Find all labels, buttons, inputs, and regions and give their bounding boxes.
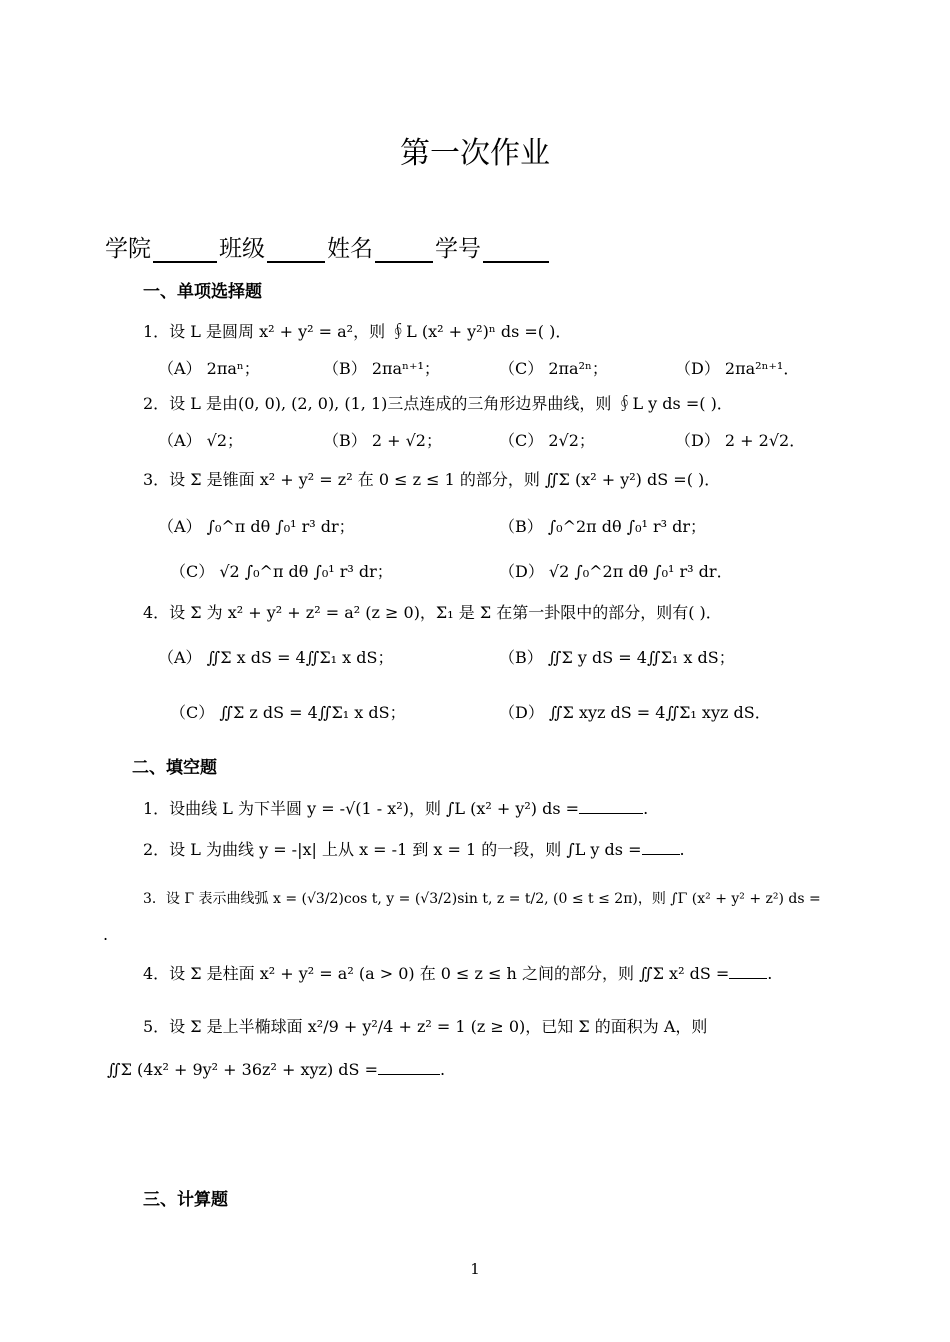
fill-1-period: . — [643, 799, 649, 818]
fill-question-5: 5．设 Σ 是上半椭球面 x²/9 + y²/4 + z² = 1 (z ≥ 0)，已知 Σ 的面积为 A，则 — [143, 1017, 708, 1036]
fill-1-text: 1．设曲线 L 为下半圆 y = -√(1 - x²)，则 ∫L (x² + y²) ds = — [143, 799, 580, 818]
college-label: 学院 — [105, 236, 151, 262]
q1-option-d: （D） 2πa²ⁿ⁺¹． — [675, 359, 800, 378]
section-heading-choice: 一、单项选择题 — [143, 282, 262, 302]
name-label: 姓名 — [327, 236, 373, 262]
section-heading-fill: 二、填空题 — [132, 758, 217, 778]
section-heading-calc: 三、计算题 — [143, 1190, 228, 1210]
fill-2-blank — [642, 838, 680, 855]
q3-option-c: （C） √2 ∫₀^π dθ ∫₀¹ r³ dr； — [170, 562, 393, 581]
fill-4-blank — [729, 962, 767, 979]
q4-option-c: （C） ∬Σ z dS = 4∬Σ₁ x dS； — [170, 703, 406, 722]
fill-5-period: . — [439, 1060, 446, 1079]
q1-option-a: （A） 2πaⁿ； — [158, 359, 260, 378]
fill-question-1 — [143, 796, 648, 819]
fill-question-4 — [143, 961, 772, 984]
student-info-line — [105, 230, 551, 263]
question-2: 2．设 L 是由(0, 0), (2, 0), (1, 1)三点连成的三角形边界曲线，则 ∮L y ds =( )． — [143, 394, 733, 413]
q2-option-c: （C） 2√2； — [499, 431, 595, 450]
question-3: 3．设 Σ 是锥面 x² + y² = z² 在 0 ≤ z ≤ 1 的部分，则 ∬Σ (x² + y²) dS =( )． — [143, 470, 721, 489]
id-label: 学号 — [435, 236, 481, 262]
q4-option-b: （B） ∬Σ y dS = 4∬Σ₁ x dS； — [499, 648, 735, 667]
fill-5-blank — [378, 1058, 440, 1075]
q3-option-a: （A） ∫₀^π dθ ∫₀¹ r³ dr； — [158, 517, 355, 536]
q2-option-b: （B） 2 + √2； — [323, 431, 442, 450]
class-blank — [267, 237, 325, 263]
id-blank — [483, 237, 549, 263]
fill-question-3: 3．设 Γ 表示曲线弧 x = (√3/2)cos t, y = (√3/2)sin t, z = t/2, (0 ≤ t ≤ 2π)，则 ∫Γ (x² + y² + z²) ds = — [143, 891, 821, 907]
q4-option-d: （D） ∬Σ xyz dS = 4∬Σ₁ xyz dS． — [499, 703, 771, 722]
class-label: 班级 — [219, 236, 265, 262]
fill-4-text: 4．设 Σ 是柱面 x² + y² = a² (a > 0) 在 0 ≤ z ≤ h 之间的部分，则 ∬Σ x² dS = — [143, 964, 730, 983]
q2-option-a: （A） √2； — [158, 431, 244, 450]
fill-2-period: . — [679, 840, 685, 859]
name-blank — [375, 237, 433, 263]
fill-3-end: . — [103, 925, 109, 944]
fill-question-5-line2 — [107, 1058, 445, 1079]
fill-2-text: 2．设 L 为曲线 y = -|x| 上从 x = -1 到 x = 1 的一段，则 ∫L y ds = — [143, 840, 642, 859]
q1-option-c: （C） 2πa²ⁿ； — [499, 359, 608, 378]
q3-option-d: （D） √2 ∫₀^2π dθ ∫₀¹ r³ dr． — [499, 562, 733, 581]
q4-option-a: （A） ∬Σ x dS = 4∬Σ₁ x dS； — [158, 648, 394, 667]
page-number: 1 — [470, 1260, 480, 1278]
q3-option-b: （B） ∫₀^2π dθ ∫₀¹ r³ dr； — [499, 517, 707, 536]
fill-question-2 — [143, 837, 685, 860]
q2-option-d: （D） 2 + 2√2． — [675, 431, 806, 450]
question-1: 1．设 L 是圆周 x² + y² = a²，则 ∮L (x² + y²)ⁿ ds =( )． — [143, 322, 572, 341]
fill-4-period: . — [767, 964, 773, 983]
q1-option-b: （B） 2πaⁿ⁺¹； — [323, 359, 440, 378]
fill-1-blank — [579, 797, 643, 814]
fill-5-text: ∬Σ (4x² + 9y² + 36z² + xyz) dS = — [107, 1060, 378, 1079]
college-blank — [153, 237, 217, 263]
page-title: 第一次作业 — [400, 136, 550, 171]
question-4: 4．设 Σ 为 x² + y² + z² = a² (z ≥ 0)，Σ₁ 是 Σ 在第一卦限中的部分，则有( )． — [143, 603, 722, 622]
